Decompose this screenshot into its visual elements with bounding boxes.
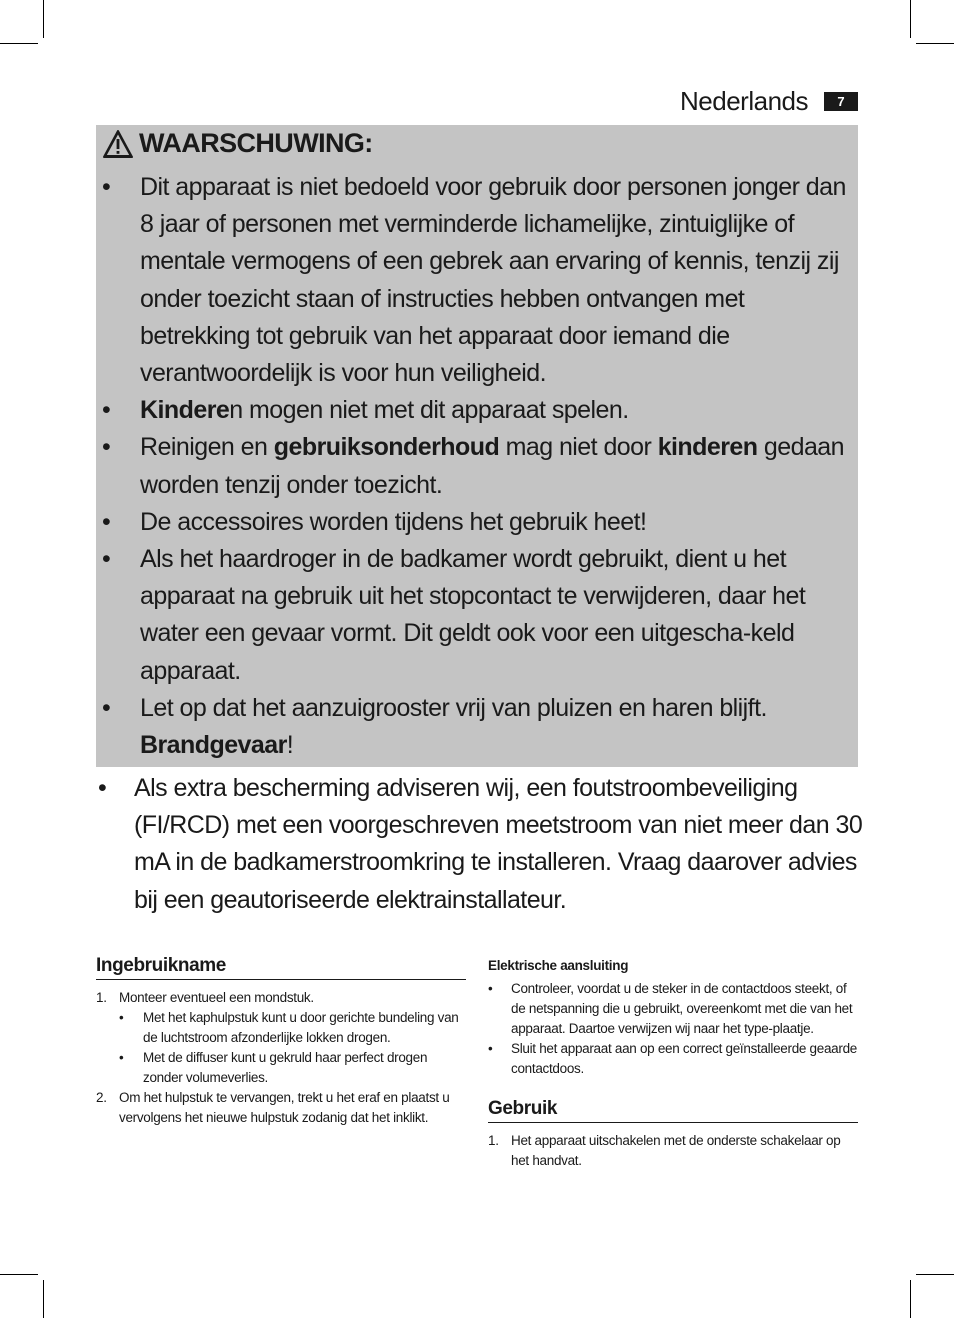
warning-box xyxy=(96,125,858,767)
list-item xyxy=(119,1008,466,1048)
list-item xyxy=(119,1048,466,1088)
section-heading-gebruik: Gebruik xyxy=(488,1099,858,1123)
item-text: Controleer, voordat u de steker in de contactdoos steekt, of de netspanning die u gebruikt, overeenkomt met die van het apparaat. Daartoe verwijzen wij naar het type-plaatje. xyxy=(511,981,853,1036)
safety-list xyxy=(96,770,866,919)
crop-mark xyxy=(916,1274,954,1275)
bullet: • xyxy=(102,545,111,574)
item-text: Als het haardroger in de badkamer wordt gebruikt, dient u het apparaat na gebruik uit het stopcontact te verwijderen, daar het water een gevaar vormt. Dit geldt ook voor een uitgescha-keld apparaat. xyxy=(140,545,806,685)
item-text: Monteer eventueel een mondstuk. xyxy=(119,990,314,1005)
bullet: • xyxy=(102,433,111,462)
item-text: Om het hulpstuk te vervangen, trekt u het eraf en plaatst u vervolgens het nieuwe hulpstuk zodanig dat het inklikt. xyxy=(119,1090,450,1125)
crop-mark xyxy=(0,1274,38,1275)
bold-text: Kindere xyxy=(140,396,230,425)
item-text: Als extra bescherming adviseren wij, een foutstroombeveiliging (FI/RCD) met een voorgeschreven meetstroom van niet meer dan 30 mA in de badkamerstroomkring te installeren. Vraag daarover advies bij een geautoriseerde elektrainstallateur. xyxy=(134,774,863,914)
bullet: • xyxy=(102,507,111,536)
numbered-item xyxy=(96,1088,466,1128)
column-right xyxy=(488,956,858,1171)
item-text: n mogen niet met dit apparaat spelen. xyxy=(229,396,629,425)
item-number: 1. xyxy=(96,990,107,1005)
numbered-item xyxy=(488,1131,858,1171)
warning-list xyxy=(96,169,856,764)
list-item xyxy=(96,392,856,429)
page-header xyxy=(680,86,858,117)
bold-text: Brandgevaar xyxy=(140,731,287,760)
warning-title xyxy=(102,128,373,159)
crop-mark xyxy=(910,1280,911,1318)
bullet: • xyxy=(119,1010,124,1025)
item-text: Sluit het apparaat aan op een correct geïnstalleerde geaarde contactdoos. xyxy=(511,1041,858,1076)
warning-triangle-icon xyxy=(102,129,134,159)
item-text: mag niet door xyxy=(499,433,658,462)
list-item xyxy=(96,429,856,503)
item-text: Het apparaat uitschakelen met de onderste schakelaar op het handvat. xyxy=(511,1133,841,1168)
section-heading-ingebruikname: Ingebruikname xyxy=(96,956,466,980)
item-text: Met het kaphulpstuk kunt u door gerichte bundeling van de luchtstroom afzonderlijke lokken drogen. xyxy=(143,1010,459,1045)
subsection-heading-aansluiting: Elektrische aansluiting xyxy=(488,958,629,973)
item-text: Dit apparaat is niet bedoeld voor gebruik door personen jonger dan 8 jaar of personen met verminderde lichamelijke, zintuiglijke of mentale vermogens of een gebrek aan ervaring of kennis, tenzij zij onder toezicht staan of instructies hebben ontvangen met betrekking tot gebruik van het apparaat door iemand die verantwoordelijk is voor hun veiligheid. xyxy=(140,173,846,388)
column-left xyxy=(96,956,466,1128)
numbered-item xyxy=(96,988,466,1008)
bullet: • xyxy=(102,396,111,425)
list-item xyxy=(96,770,866,919)
bullet: • xyxy=(102,173,111,201)
bold-text: gebruiksonderhoud xyxy=(273,433,500,462)
item-text: Let op dat het aanzuigrooster vrij van pluizen en haren blijft. xyxy=(140,693,767,722)
list-item xyxy=(488,1039,858,1079)
list-item xyxy=(96,690,856,764)
item-text: De accessoires worden tijdens het gebruik heet! xyxy=(140,507,647,536)
crop-mark xyxy=(910,0,911,38)
crop-mark xyxy=(43,1280,44,1318)
item-number: 1. xyxy=(488,1133,499,1148)
item-text: Met de diffuser kunt u gekruld haar perfect drogen zonder volumeverlies. xyxy=(143,1050,428,1085)
bullet: • xyxy=(102,693,111,722)
item-text: ! xyxy=(286,731,294,760)
bullet: • xyxy=(488,981,493,996)
item-text: gedaan worden tenzij onder toezicht. xyxy=(140,433,845,499)
crop-mark xyxy=(0,43,38,44)
bullet: • xyxy=(98,774,107,802)
bold-text: kinderen xyxy=(657,433,758,462)
sub-bullet-container xyxy=(96,1008,466,1088)
bullet: • xyxy=(119,1050,124,1065)
bullet: • xyxy=(488,1041,493,1056)
crop-mark xyxy=(916,43,954,44)
crop-mark xyxy=(43,0,44,38)
item-number: 2. xyxy=(96,1090,107,1105)
language-label: Nederlands xyxy=(680,86,808,116)
item-text: Reinigen en xyxy=(140,433,274,462)
list-item xyxy=(96,169,856,392)
page-number: 7 xyxy=(824,92,858,111)
warning-heading: WAARSCHUWING: xyxy=(139,128,373,158)
list-item xyxy=(96,541,856,690)
list-item xyxy=(96,504,856,541)
list-item xyxy=(488,979,858,1039)
